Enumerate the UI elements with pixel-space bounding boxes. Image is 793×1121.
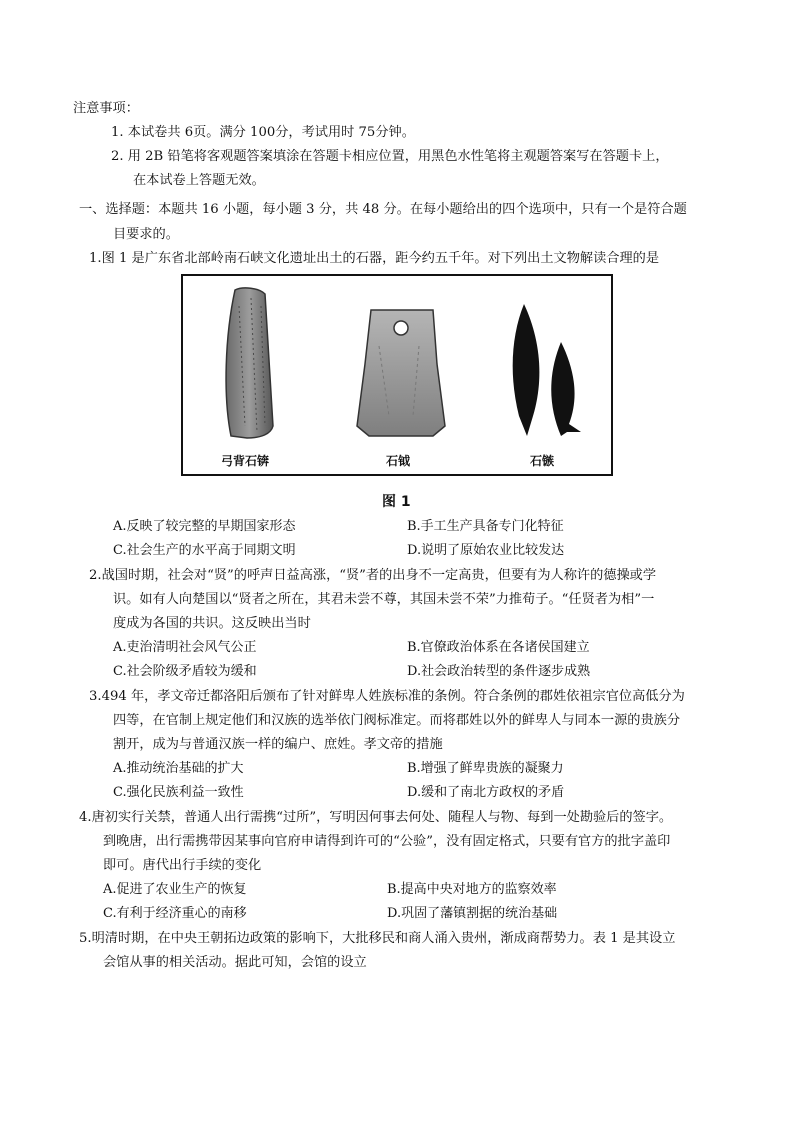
- q4-stem-line2: 到晚唐，出行需携带因某事向官府申请得到许可的“公验”，没有固定格式，只要有官方的批字盖印: [103, 834, 671, 849]
- q3-option-a: A.推动统治基础的扩大: [113, 761, 244, 776]
- figure-1-artifacts: [183, 276, 611, 474]
- figure-label-arrowhead: 石镞: [530, 454, 555, 468]
- q2-option-b: B.官僚政治体系在各诸侯国建立: [407, 640, 590, 655]
- q4-stem-line3: 即可。唐代出行手续的变化: [103, 858, 262, 873]
- q1-option-b: B.手工生产具备专门化特征: [407, 519, 564, 534]
- q5-stem-line1: 5.明清时期，在中央王朝拓边政策的影响下，大批移民和商人涌入贵州，渐成商帮势力。表 1 是其设立: [79, 931, 676, 946]
- q3-stem-line1: 3.494 年，孝文帝迁都洛阳后颁布了针对鲜卑人姓族标准的条例。符合条例的郡姓依祖宗官位高低分为: [89, 689, 685, 704]
- q4-stem-line1: 4.唐初实行关禁，普通人出行需携“过所”，写明因何事去何处、随程人与物、每到一处勘验后的签字。: [79, 810, 673, 825]
- q1-option-a: A.反映了较完整的早期国家形态: [113, 519, 296, 534]
- notice-item-2: 2. 用 2B 铅笔将客观题答案填涂在答题卡相应位置，用黑色水性笔将主观题答案写在答题卡上，: [111, 149, 669, 164]
- figure-caption: 图 1: [382, 494, 411, 510]
- arrowhead-artifact-1: [513, 304, 540, 436]
- q2-option-c: C.社会阶级矛盾较为缓和: [113, 664, 257, 679]
- figure-label-axe: 石钺: [386, 454, 411, 468]
- q2-stem-line1: 2.战国时期，社会对“贤”的呼声日益高涨，“贤”者的出身不一定高贵，但要有为人称许的德操或学: [89, 568, 657, 583]
- figure-1: [181, 274, 613, 476]
- q4-option-c: C.有利于经济重心的南移: [103, 906, 247, 921]
- figure-label-adze: 弓背石锛: [221, 454, 270, 468]
- q4-option-a: A.促进了农业生产的恢复: [103, 882, 247, 897]
- notice-item-2-cont: 在本试卷上答题无效。: [133, 173, 265, 188]
- notice-heading: 注意事项：: [73, 101, 139, 116]
- q1-stem: 1.图 1 是广东省北部岭南石峡文化遗址出土的石器，距今约五千年。对下列出土文物解读合理的是: [89, 251, 660, 266]
- q3-stem-line3: 割开，成为与普通汉族一样的编户、庶姓。孝文帝的措施: [113, 737, 443, 752]
- axe-artifact: [357, 310, 445, 436]
- q1-option-c: C.社会生产的水平高于同期文明: [113, 543, 296, 558]
- q2-option-a: A.吏治清明社会风气公正: [113, 640, 257, 655]
- q2-option-d: D.社会政治转型的条件逐步成熟: [407, 664, 591, 679]
- section-heading-cont: 目要求的。: [113, 227, 179, 242]
- q4-option-b: B.提高中央对地方的监察效率: [387, 882, 557, 897]
- arrowhead-artifact-2: [551, 342, 581, 436]
- q3-option-b: B.增强了鲜卑贵族的凝聚力: [407, 761, 564, 776]
- q5-stem-line2: 会馆从事的相关活动。据此可知，会馆的设立: [103, 955, 367, 970]
- q3-option-c: C.强化民族利益一致性: [113, 785, 244, 800]
- adze-artifact: [226, 288, 273, 438]
- section-heading: 一、选择题：本题共 16 小题，每小题 3 分，共 48 分。在每小题给出的四个选项中，只有一个是符合题: [79, 202, 687, 217]
- q3-stem-line2: 四等，在官制上规定他们和汉族的选举依门阀标准定。而将郡姓以外的鲜卑人与同本一源的贵族分: [113, 713, 681, 728]
- q3-option-d: D.缓和了南北方政权的矛盾: [407, 785, 565, 800]
- q2-stem-line2: 识。如有人向楚国以“贤者之所在，其君未尝不尊，其国未尝不荣”力推荀子。“任贤者为相”一: [113, 592, 655, 607]
- notice-item-1: 1. 本试卷共 6页。满分 100分，考试用时 75分钟。: [111, 125, 415, 140]
- q4-option-d: D.巩固了藩镇割据的统治基础: [387, 906, 558, 921]
- q1-option-d: D.说明了原始农业比较发达: [407, 543, 565, 558]
- q2-stem-line3: 度成为各国的共识。这反映出当时: [113, 616, 311, 631]
